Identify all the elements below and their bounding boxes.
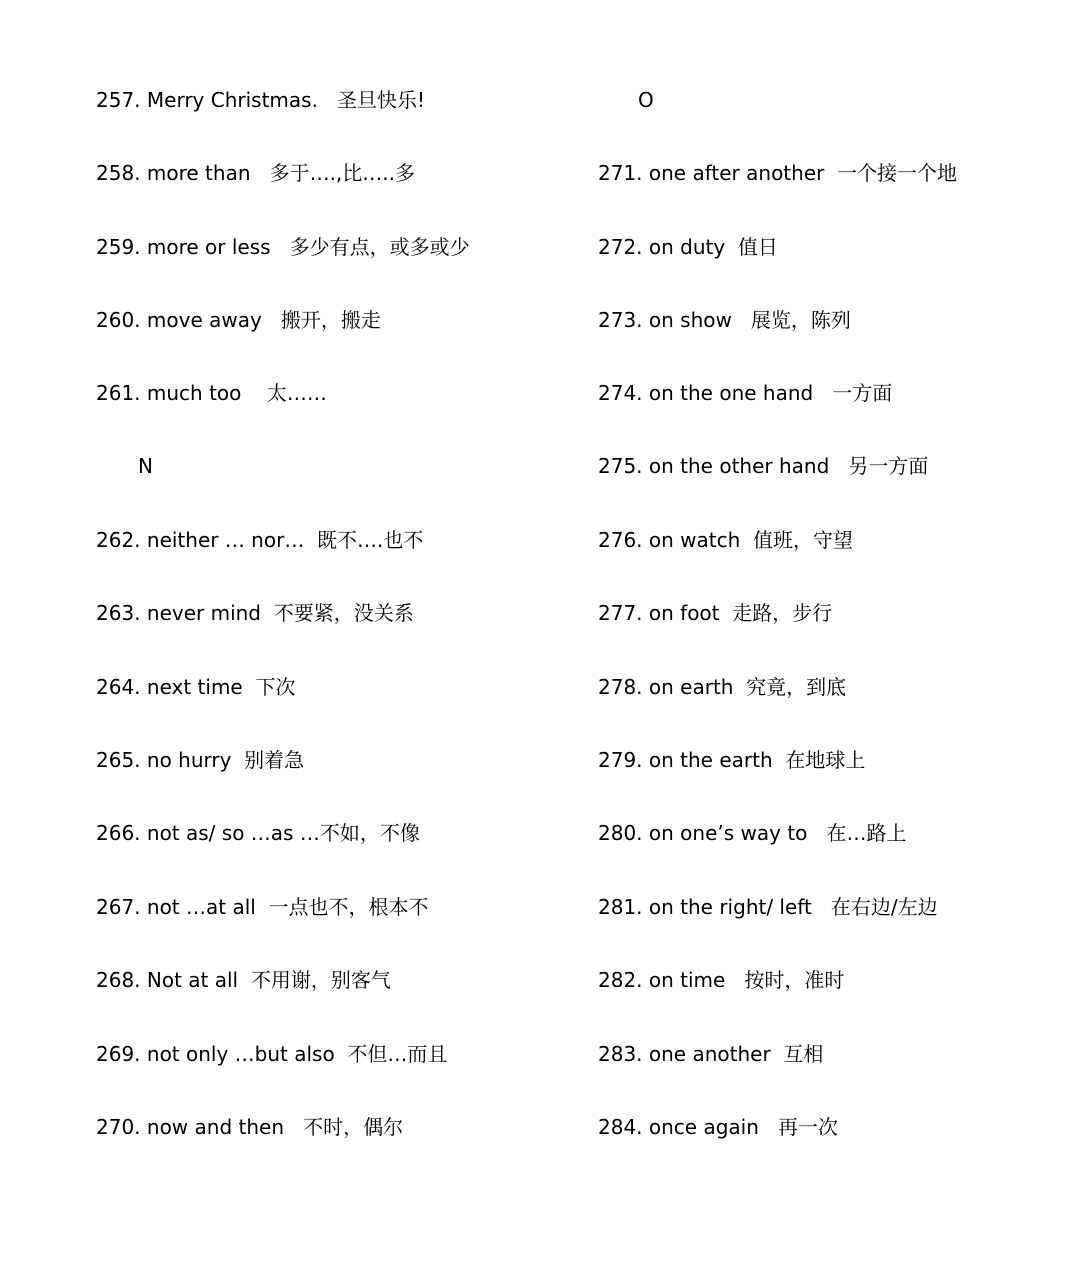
phrase-entry-279: 279. on the earth 在地球上 <box>598 748 866 772</box>
phrase-entry-283: 283. one another 互相 <box>598 1042 824 1066</box>
phrase-entry-278: 278. on earth 究竟，到底 <box>598 675 847 699</box>
phrase-entry-270: 270. now and then 不时，偶尔 <box>96 1115 404 1139</box>
phrase-entry-269: 269. not only …but also 不但…而且 <box>96 1042 448 1066</box>
phrase-entry-273: 273. on show 展览，陈列 <box>598 308 851 332</box>
phrase-entry-277: 277. on foot 走路，步行 <box>598 601 833 625</box>
phrase-entry-282: 282. on time 按时，准时 <box>598 968 845 992</box>
phrase-entry-258: 258. more than 多于….,比…..多 <box>96 161 416 185</box>
phrase-entry-257: 257. Merry Christmas. 圣旦快乐! <box>96 88 426 112</box>
phrase-entry-267: 267. not …at all 一点也不，根本不 <box>96 895 429 919</box>
phrase-entry-284: 284. once again 再一次 <box>598 1115 838 1139</box>
phrase-entry-264: 264. next time 下次 <box>96 675 296 699</box>
phrase-entry-266: 266. not as/ so …as …不如，不像 <box>96 821 420 845</box>
phrase-entry-281: 281. on the right/ left 在右边/左边 <box>598 895 938 919</box>
phrase-entry-260: 260. move away 搬开，搬走 <box>96 308 381 332</box>
phrase-entry-263: 263. never mind 不要紧，没关系 <box>96 601 414 625</box>
phrase-entry-274: 274. on the one hand 一方面 <box>598 381 893 405</box>
phrase-entry-271: 271. one after another 一个接一个地 <box>598 161 958 185</box>
section-letter-n: N <box>138 454 153 478</box>
phrase-entry-268: 268. Not at all 不用谢，别客气 <box>96 968 391 992</box>
phrase-entry-272: 272. on duty 值日 <box>598 235 778 259</box>
phrase-entry-262: 262. neither … nor… 既不….也不 <box>96 528 424 552</box>
phrase-entry-265: 265. no hurry 别着急 <box>96 748 305 772</box>
phrase-entry-275: 275. on the other hand 另一方面 <box>598 454 929 478</box>
section-letter-o: O <box>638 88 654 112</box>
phrase-entry-280: 280. on one’s way to 在…路上 <box>598 821 907 845</box>
phrase-entry-261: 261. much too 太…… <box>96 381 327 405</box>
phrase-entry-276: 276. on watch 值班，守望 <box>598 528 853 552</box>
phrase-entry-259: 259. more or less 多少有点，或多或少 <box>96 235 470 259</box>
